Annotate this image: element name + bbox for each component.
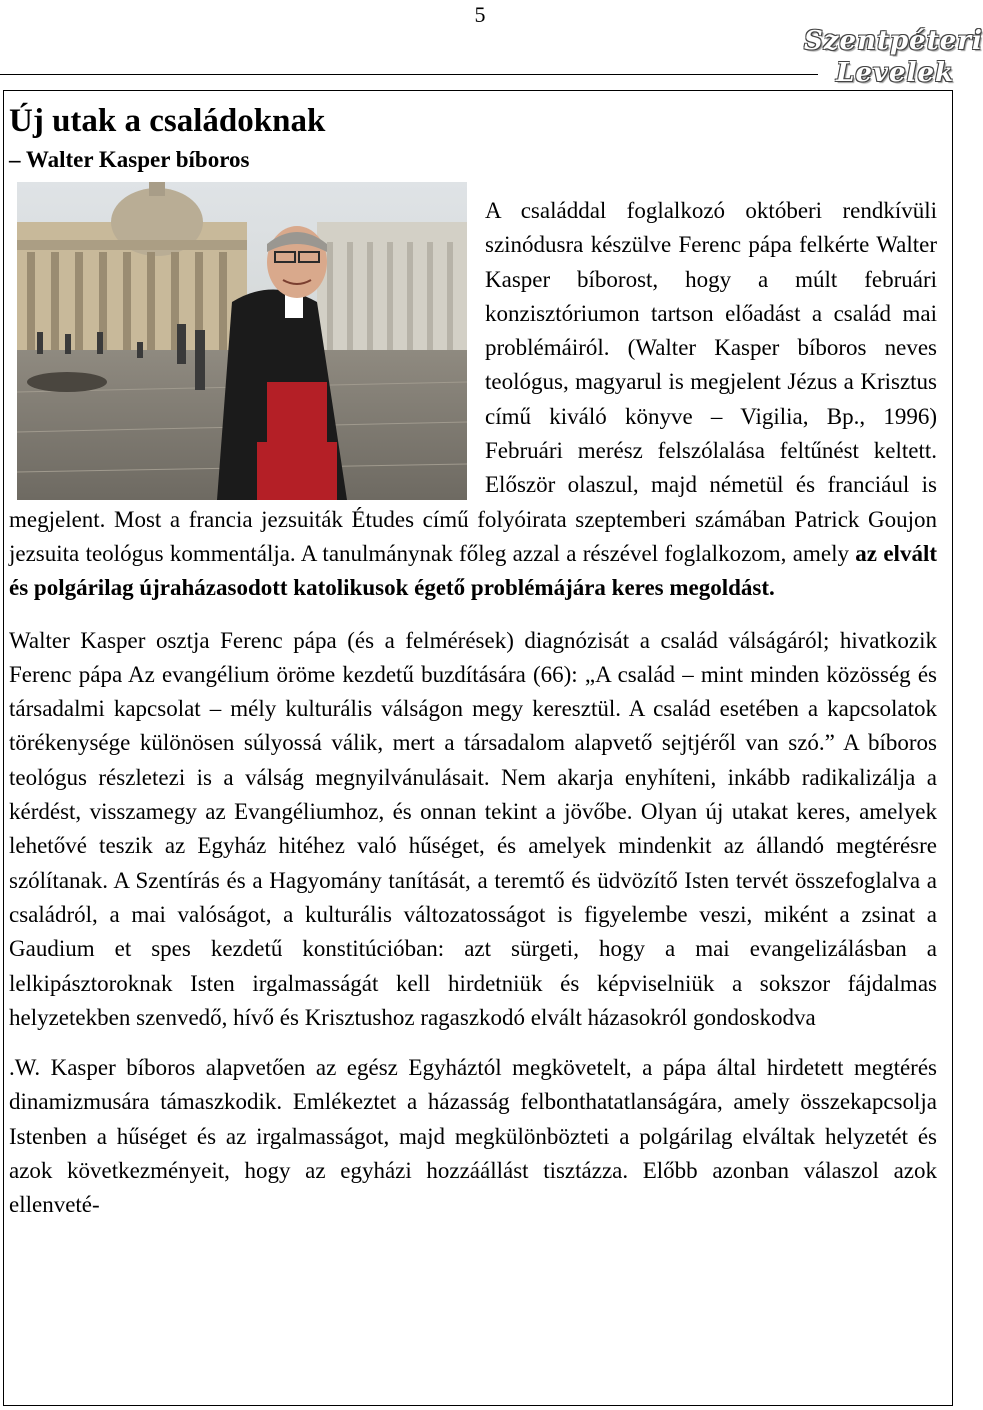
masthead-line1: Szentpéteri: [804, 26, 983, 56]
masthead-logo: [804, 26, 983, 92]
paragraph-2: Walter Kasper osztja Ferenc pápa (és a felmérések) diagnózisát a család válságáról; hivatkozik Ferenc pápa Az evangélium öröme kezdetű buzdítására (66): „A család – mint minden közösség és társadalmi kapcsolat – mély kulturális válságon megy keresztül. A család esetében a kapcsolatok törékenysége különösen súlyossá válik, mert a társadalom alapvető sejtjéről van szó.” A bíboros teológus részletezi is a válság megnyilvánulásait. Nem akarja enyhíteni, inkább radikalizálja a kérdést, visszamegy az Evangéliumhoz, és onnan tekint a jövőbe. Olyan új utakat keres, amelyek lehetővé teszik az Egyház hitéhez való hűséget, és amelyek mindenkit az állandó megtérésre szólítanak. A Szentírás és a Hagyomány tanítását, a teremtő és üdvözítő Isten tervét összefoglalva a családról, a mai valóságot, a kulturális változatosságot is figyelembe veszi, miként a zsinat a Gaudium et spes kezdetű konstitúcióban: azt sürgeti, hogy a mai evangelizálásban a lelkipásztoroknak Isten irgalmasságát kell hirdetniük és képviselniük a sokszor fájdalmas helyzetekben szenvedő, hívő és Krisztushoz ragaszkodó elvált házasokról gondoskodva: [9, 627, 937, 1030]
photo-cardinal-st-peters-square-icon: [17, 182, 467, 500]
page-number: 5: [474, 2, 486, 27]
paragraph-3: .W. Kasper bíboros alapvetően az egész Egyháztól megkövetelt, a pápa által hirdetett megtérés dinamizmusára támaszkodik. Emlékeztet a házasság felbonthatatlanságára, amely összekapcsolja Istenben a hűséget és az irgalmasságot, majd megkülönbözteti a polgárilag elváltak helyzetét és azok következményeit, hogy az egyházi hozzáállást tisztázza. Előbb azonban válaszol azok ellenveté-: [9, 1055, 937, 1218]
masthead-line2: Levelek: [836, 58, 954, 88]
header-rule: [0, 74, 818, 75]
article-byline: – Walter Kasper bíboros: [9, 147, 250, 172]
paragraph-1-text: A családdal foglalkozó októberi rendkívüli szinódusra készülve Ferenc pápa felkérte Walter Kasper bíborost, hogy a múlt februári konzisztóriumon tartson előadást a család mai problémáiról. (Walter Kasper bíboros neves teológus, magyarul is megjelent Jézus a Krisztus című kiváló könyve – Vigilia, Bp., 1996) Februári merész felszólalása feltűnést keltett. Először olaszul, majd németül és franciául is megjelent. Most a francia jezsuiták Études című folyóirata szeptemberi számában Patrick Goujon jezsuita teológus kommentálja. A tanulmánynak főleg azzal a részével foglalkozom, amely: [9, 198, 937, 566]
article-photo: [17, 182, 467, 500]
paragraph-1-bold: az elvált és polgárilag újraházasodott katolikusok égető problémájára keres megoldást.: [9, 540, 937, 601]
article: [9, 98, 937, 1223]
article-title: Új utak a családoknak: [9, 103, 326, 139]
